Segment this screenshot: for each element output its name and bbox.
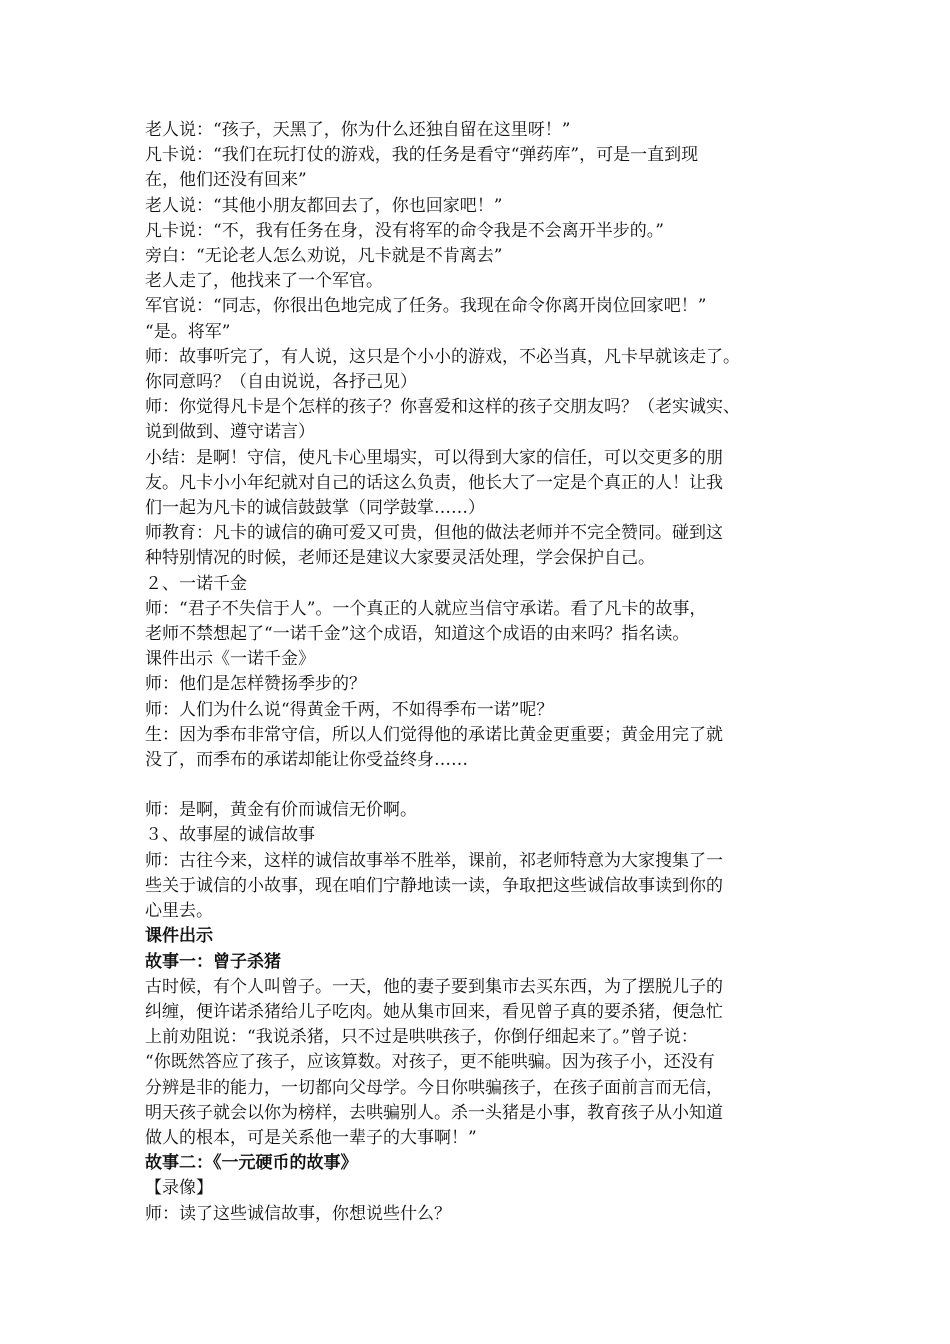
text-line: 师：人们为什么说“得黄金千两，不如得季布一诺”呢？	[145, 699, 554, 720]
section-heading: ３、故事屋的诚信故事	[145, 825, 315, 846]
text-line: 分辨是非的能力，一切都向父母学。今日你哄骗孩子，在孩子面前言而无信，	[145, 1077, 723, 1098]
text-line: 些关于诚信的小故事，现在咱们宁静地读一读，争取把这些诚信故事读到你的	[145, 875, 723, 896]
text-line: 小结：是啊！守信，使凡卡心里塌实，可以得到大家的信任，可以交更多的朋	[145, 447, 723, 468]
text-line: 旁白：“无论老人怎么劝说，凡卡就是不肯离去”	[145, 246, 503, 267]
text-line: 没了，而季布的承诺却能让你受益终身……	[145, 750, 468, 771]
text-line: 老师不禁想起了“一诺千金”这个成语，知道这个成语的由来吗？指名读。	[145, 624, 690, 645]
text-line: 老人说：“孩子，天黑了，你为什么还独自留在这里呀！”	[145, 120, 571, 140]
text-line: 师：故事听完了，有人说，这只是个小小的游戏，不必当真，凡卡早就该走了。	[145, 346, 740, 367]
text-line: 古时候，有个人叫曾子。一天，他的妻子要到集市去买东西，为了摆脱儿子的	[145, 976, 723, 997]
text-line: 做人的根本，可是关系他一辈子的大事啊！”	[145, 1127, 477, 1148]
text-line: 师教育：凡卡的诚信的确可爱又可贵，但他的做法老师并不完全赞同。碰到这	[145, 523, 723, 544]
text-line: 师：“君子不失信于人”。一个真正的人就应当信守承诺。看了凡卡的故事，	[145, 598, 707, 619]
text-line: 凡卡说：“不，我有任务在身，没有将军的命令我是不会离开半步的。”	[145, 220, 664, 241]
bold-heading: 课件出示	[145, 926, 213, 947]
story-title: 故事一：曾子杀猪	[145, 951, 281, 972]
text-line: 纠缠，便许诺杀猪给儿子吃肉。她从集市回来，看见曾子真的要杀猪，便急忙	[145, 1001, 723, 1022]
text-line: 们一起为凡卡的诚信鼓鼓掌（同学鼓掌……）	[145, 498, 485, 519]
text-line: 师：读了这些诚信故事，你想说些什么？	[145, 1203, 451, 1224]
text-line: 在，他们还没有回来”	[145, 170, 307, 191]
text-line: 明天孩子就会以你为榜样，去哄骗别人。杀一头猪是小事，教育孩子从小知道	[145, 1102, 723, 1123]
text-line: 你同意吗？（自由说说，各抒己见）	[145, 372, 417, 393]
document-body	[145, 118, 815, 1227]
text-line: 种特别情况的时候，老师还是建议大家要灵活处理，学会保护自己。	[145, 548, 655, 569]
text-line: 课件出示《一诺千金》	[145, 649, 315, 670]
text-line: 师：古往今来，这样的诚信故事举不胜举，课前，祁老师特意为大家搜集了一	[145, 850, 723, 871]
text-line: 生：因为季布非常守信，所以人们觉得他的承诺比黄金更重要；黄金用完了就	[145, 724, 723, 745]
text-line: 上前劝阻说：“我说杀猪，只不过是哄哄孩子，你倒仔细起来了。”曾子说：	[145, 1027, 698, 1048]
text-line: 心里去。	[145, 901, 213, 922]
text-line: 师：你觉得凡卡是个怎样的孩子？你喜爱和这样的孩子交朋友吗？（老实诚实、	[145, 397, 740, 418]
text-line: 凡卡说：“我们在玩打仗的游戏，我的任务是看守“弹药库”，可是一直到现	[145, 145, 699, 166]
text-line: “你既然答应了孩子，应该算数。对孩子，更不能哄骗。因为孩子小，还没有	[145, 1052, 715, 1073]
text-line: 老人说：“其他小朋友都回去了，你也回家吧！”	[145, 195, 503, 216]
text-line: 友。凡卡小小年纪就对自己的话这么负责，他长大了一定是个真正的人！让我	[145, 472, 723, 493]
text-line: “是。将军”	[145, 321, 231, 342]
text-line: 师：是啊，黄金有价而诚信无价啊。	[145, 800, 417, 821]
text-line: 【录像】	[145, 1178, 213, 1199]
text-line: 老人走了，他找来了一个军官。	[145, 271, 383, 292]
text-line: 军官说：“同志，你很出色地完成了任务。我现在命令你离开岗位回家吧！”	[145, 296, 707, 317]
text-line: 师：他们是怎样赞扬季步的？	[145, 674, 366, 695]
text-line: 说到做到、遵守诺言）	[145, 422, 315, 443]
story-title: 故事二：《一元硬币的故事》	[145, 1153, 358, 1174]
blank-line	[145, 773, 815, 798]
section-heading: ２、一诺千金	[145, 573, 247, 594]
